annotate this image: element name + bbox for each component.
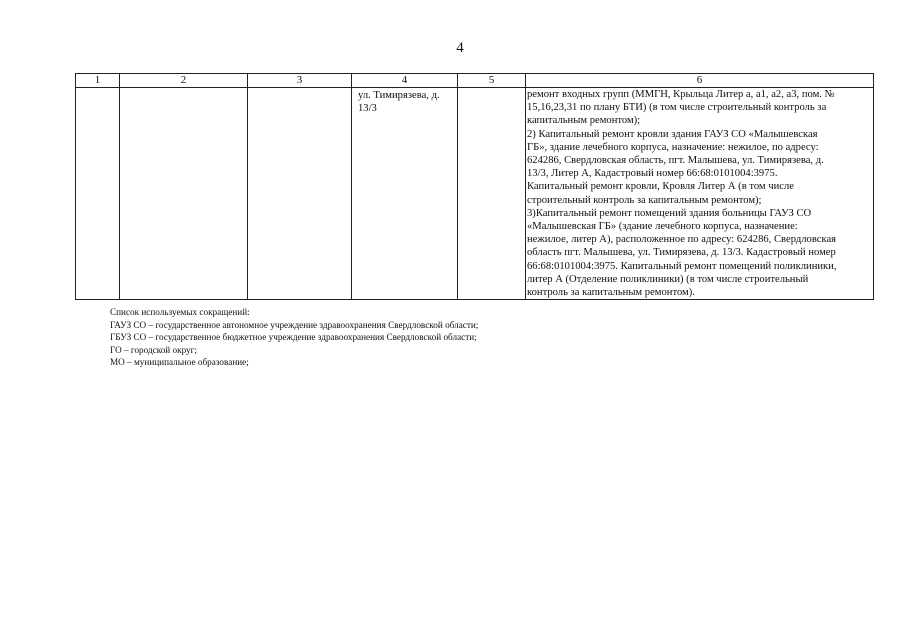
table-header-row [76, 74, 874, 88]
cell-col-1 [76, 88, 120, 300]
abbreviations-title: Список используемых сокращений: [110, 307, 250, 317]
cell-col-4-address [352, 88, 458, 300]
header-col-1: 1 [76, 74, 120, 88]
description-line: строительный контроль за капитальным ремонтом); [527, 194, 762, 206]
description-line: Капитальный ремонт кровли, Кровля Литер А (в том числе [527, 181, 794, 193]
description-line: «Малышевская ГБ» (здание лечебного корпуса, назначение: [527, 221, 798, 233]
description-line: 13/3, Литер А, Кадастровый номер 66:68:0101004:3975. [527, 168, 778, 180]
header-col-2: 2 [120, 74, 248, 88]
description-line: нежилое, литер А), расположенное по адресу: 624286, Свердловская [527, 234, 837, 246]
description-line: литер А (Отделение поликлиники) (в том числе строительный [527, 273, 809, 285]
abbreviation-item: ГО – городской округ; [110, 344, 197, 355]
description-line: капитальным ремонтом); [527, 115, 641, 127]
address-line: 13/3 [358, 103, 377, 115]
cell-col-2 [120, 88, 248, 300]
table-row [76, 88, 874, 300]
header-col-4: 4 [352, 74, 458, 88]
cell-col-3 [248, 88, 352, 300]
description-line: 15,16,23,31 по плану БТИ) (в том числе строительный контроль за [527, 102, 827, 114]
header-col-6: 6 [526, 74, 874, 88]
page-number: 4 [456, 40, 464, 56]
header-col-5: 5 [458, 74, 526, 88]
address-line: ул. Тимирязева, д. [358, 90, 440, 101]
description-line: 2) Капитальный ремонт кровли здания ГАУЗ СО «Малышевская [527, 128, 818, 140]
abbreviation-item: МО – муниципальное образование; [110, 357, 249, 367]
description-line: контроль за капитальным ремонтом). [527, 287, 695, 299]
description-line: область пгт. Малышева, ул. Тимирязева, д. 13/3. Кадастровый номер [527, 247, 836, 259]
description-line: ГБ», здание лечебного корпуса, назначение: нежилое, по адресу: [527, 141, 819, 153]
works-table [75, 73, 874, 300]
description-line: 3)Капитальный ремонт помещений здания больницы ГАУЗ СО [527, 207, 812, 219]
abbreviation-item: ГАУЗ СО – государственное автономное учреждение здравоохранения Свердловской области; [110, 319, 479, 330]
abbreviation-item: ГБУЗ СО – государственное бюджетное учреждение здравоохранения Свердловской области; [110, 332, 477, 342]
description-line: 624286, Свердловская область, пгт. Малышева, ул. Тимирязева, д. [527, 155, 824, 167]
cell-col-6-description [526, 88, 874, 300]
header-col-3: 3 [248, 74, 352, 88]
description-line: 66:68:0101004:3975. Капитальный ремонт помещений поликлиники, [527, 260, 837, 272]
description-line: ремонт входных групп (ММГН, Крыльца Литер а, а1, а2, а3, пом. № [527, 89, 835, 100]
abbreviations-list [110, 306, 478, 369]
cell-col-5 [458, 88, 526, 300]
